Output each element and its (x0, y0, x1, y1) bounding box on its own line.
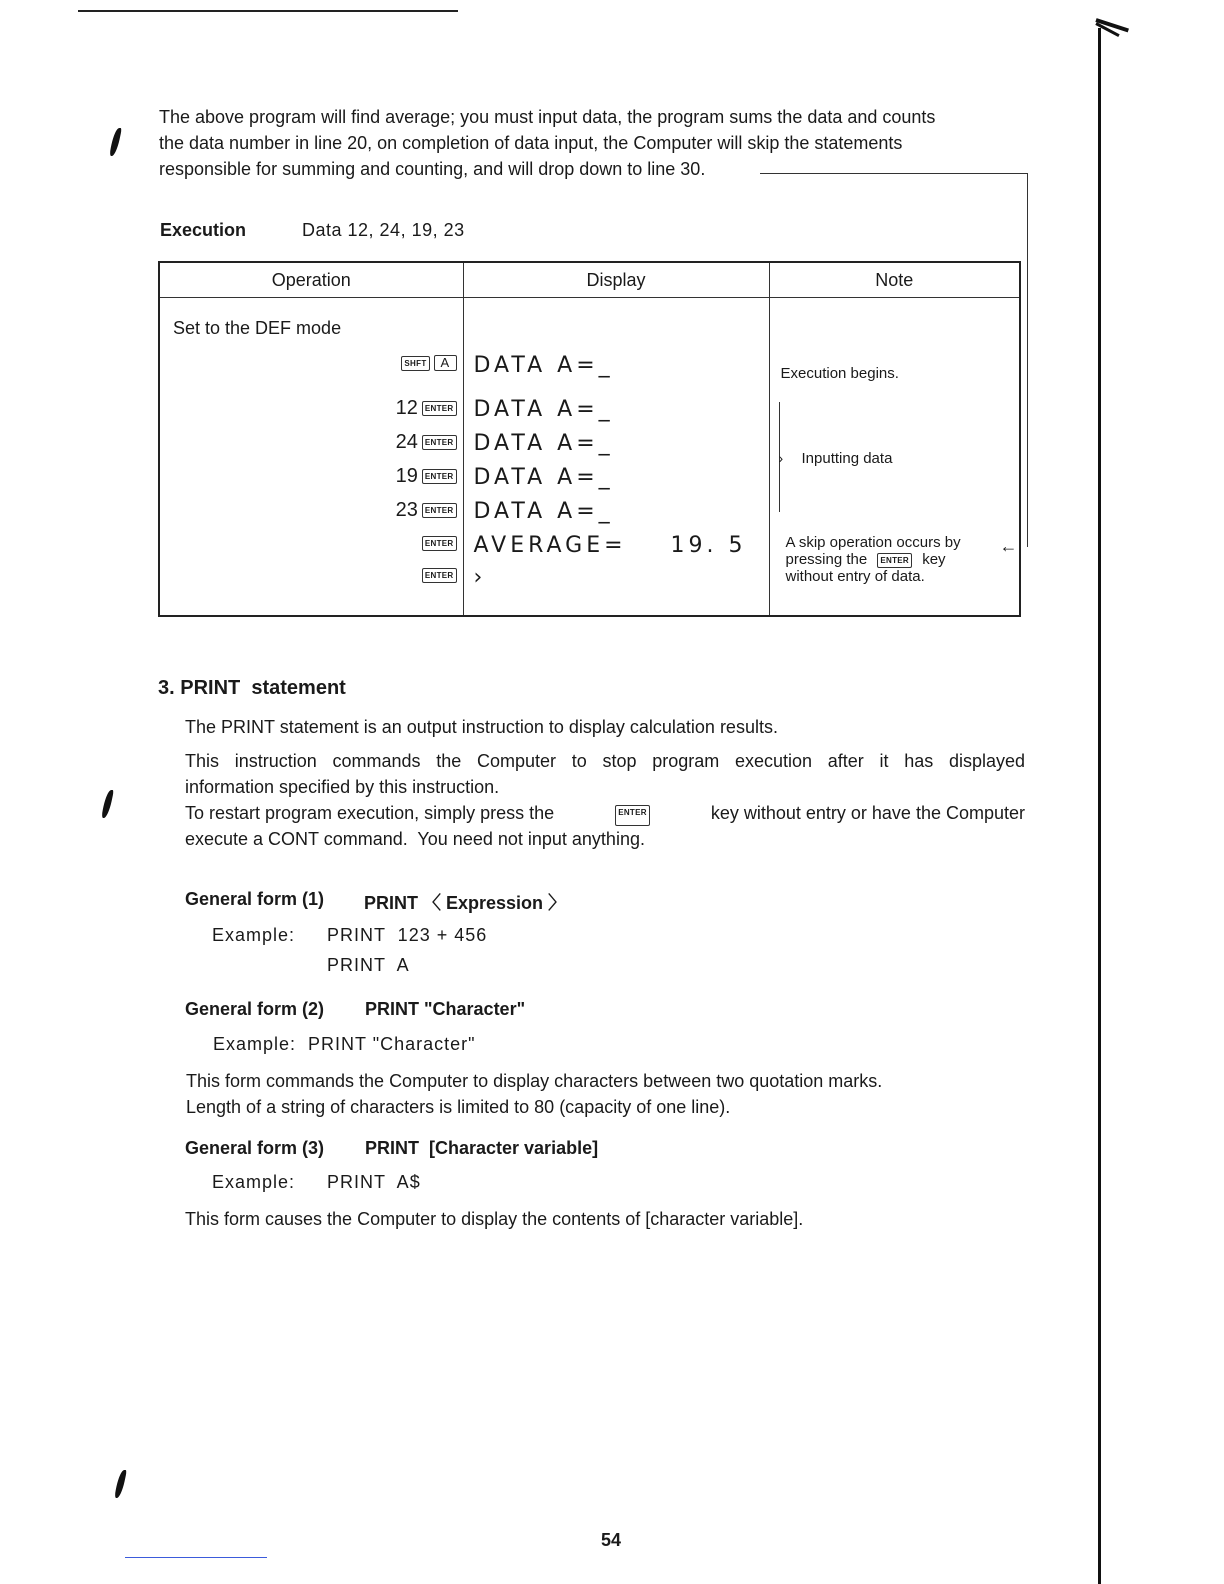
p3-text: To restart program execution, simply press the (185, 803, 555, 823)
form-2-desc-line1: This form commands the Computer to display characters between two quotation marks. (186, 1071, 883, 1091)
general-form-2-label: General form (2) (185, 999, 325, 1019)
note-execution-begins: Execution begins. (780, 365, 899, 382)
mode-instruction: Set to the DEF mode (173, 318, 342, 338)
enter-key-icon: ENTER (422, 469, 457, 484)
section-p1: The PRINT statement is an output instruction to display calculation results. (185, 717, 778, 737)
display-row: DATA A=_ (473, 353, 614, 378)
display-row: DATA A=_ (473, 431, 614, 456)
form-2-desc-line2: Length of a string of characters is limited to 80 (capacity of one line). (186, 1097, 731, 1117)
note-skip-line-1: A skip operation occurs by (785, 534, 961, 551)
general-form-3-label: General form (3) (185, 1138, 325, 1158)
op-row-4 (396, 465, 457, 488)
enter-key-icon: ENTER (422, 401, 457, 416)
binding-edge (1098, 28, 1101, 1584)
section-p2-line1: This instruction commands the Computer to stop program execution after it has displayed (185, 751, 1025, 771)
example-code: PRINT A$ (327, 1172, 421, 1192)
op-input: 19 (395, 465, 418, 487)
note-skip-line-2 (786, 551, 1016, 568)
intro-paragraph (159, 104, 1024, 182)
form-3-description: This form causes the Computer to display the contents of [character variable]. (185, 1209, 804, 1229)
example-label: Example: (212, 925, 296, 945)
op-row-2 (396, 397, 457, 420)
general-form-1-label: General form (1) (185, 889, 325, 909)
arrow-left-icon: ← (999, 536, 1018, 556)
header-note: Note (769, 262, 1020, 298)
flow-connector-line (760, 173, 1028, 174)
bottom-underline (125, 1557, 267, 1558)
note-column (769, 298, 1020, 617)
page-number: 54 (601, 1530, 622, 1550)
header-operation: Operation (159, 262, 463, 298)
intro-line-3: responsible for summing and counting, and will drop down to line 30. (159, 159, 706, 179)
header-display: Display (463, 262, 769, 298)
section-p3 (185, 800, 1025, 852)
enter-key-icon: ENTER (877, 553, 912, 568)
display-row: DATA A=_ (473, 465, 614, 490)
enter-key-icon: ENTER (422, 536, 457, 551)
flow-connector-line (1027, 173, 1028, 547)
punch-hole-mark (101, 790, 114, 818)
enter-key-icon: ENTER (422, 568, 457, 583)
display-row: AVERAGE= 19. 5 (473, 533, 747, 558)
punch-hole-mark (109, 128, 122, 156)
section-heading (158, 677, 346, 700)
op-row-6 (422, 536, 457, 551)
op-input: 12 (395, 397, 418, 419)
operation-column (159, 298, 463, 617)
example-code: PRINT 123 + 456 (327, 925, 488, 945)
section-heading-text: 3. PRINT statement (158, 677, 346, 699)
display-row: DATA A=_ (473, 499, 614, 524)
op-row-3 (396, 431, 457, 454)
general-form-3-syntax: PRINT [Character variable] (365, 1138, 599, 1158)
intro-line-1: The above program will find average; you must input data, the program sums the data and counts (159, 107, 936, 127)
p3-text: key without entry or have the Computer (710, 803, 1025, 823)
display-column (463, 298, 769, 617)
enter-key-icon: ENTER (422, 503, 457, 518)
display-row: DATA A=_ (473, 397, 614, 422)
op-row-7 (422, 568, 457, 583)
op-row-1 (401, 355, 456, 371)
section-p2 (185, 748, 1025, 800)
note-skip-line-3: without entry of data. (785, 568, 925, 585)
op-input: 24 (395, 431, 418, 453)
enter-key-icon: ENTER (615, 805, 650, 826)
general-form-2-syntax: PRINT "Character" (365, 999, 526, 1019)
example-code: PRINT A (327, 955, 410, 975)
punch-hole-mark (114, 1470, 127, 1498)
op-input: 23 (395, 499, 418, 521)
note-skip-operation (786, 534, 1016, 585)
top-rule (78, 10, 458, 12)
form-2-description (186, 1068, 882, 1120)
example-code: Example: PRINT "Character" (213, 1034, 476, 1054)
operation-table (158, 261, 1021, 617)
display-row: › (473, 565, 487, 590)
execution-data: Data 12, 24, 19, 23 (302, 220, 465, 240)
section-p3-line1 (185, 800, 1025, 826)
note-skip-text: pressing the (785, 551, 868, 568)
section-p2-line2: information specified by this instruction. (185, 777, 500, 797)
intro-line-2: the data number in line 20, on completion of data input, the Computer will skip the statements (159, 133, 903, 153)
a-key-icon: A (434, 355, 457, 371)
example-label: Example: (212, 1172, 296, 1192)
note-inputting-data: Inputting data (801, 450, 893, 467)
enter-key-icon: ENTER (422, 435, 457, 450)
shift-key-icon: SHFT (401, 356, 429, 371)
section-p3-line2: execute a CONT command. You need not input anything. (185, 829, 645, 849)
general-form-1-syntax: PRINT 〈 Expression 〉 (364, 893, 567, 913)
note-skip-text: key (922, 551, 946, 568)
op-row-5 (396, 499, 457, 522)
brace-tip-icon: › (778, 450, 784, 466)
execution-label: Execution (160, 220, 247, 240)
